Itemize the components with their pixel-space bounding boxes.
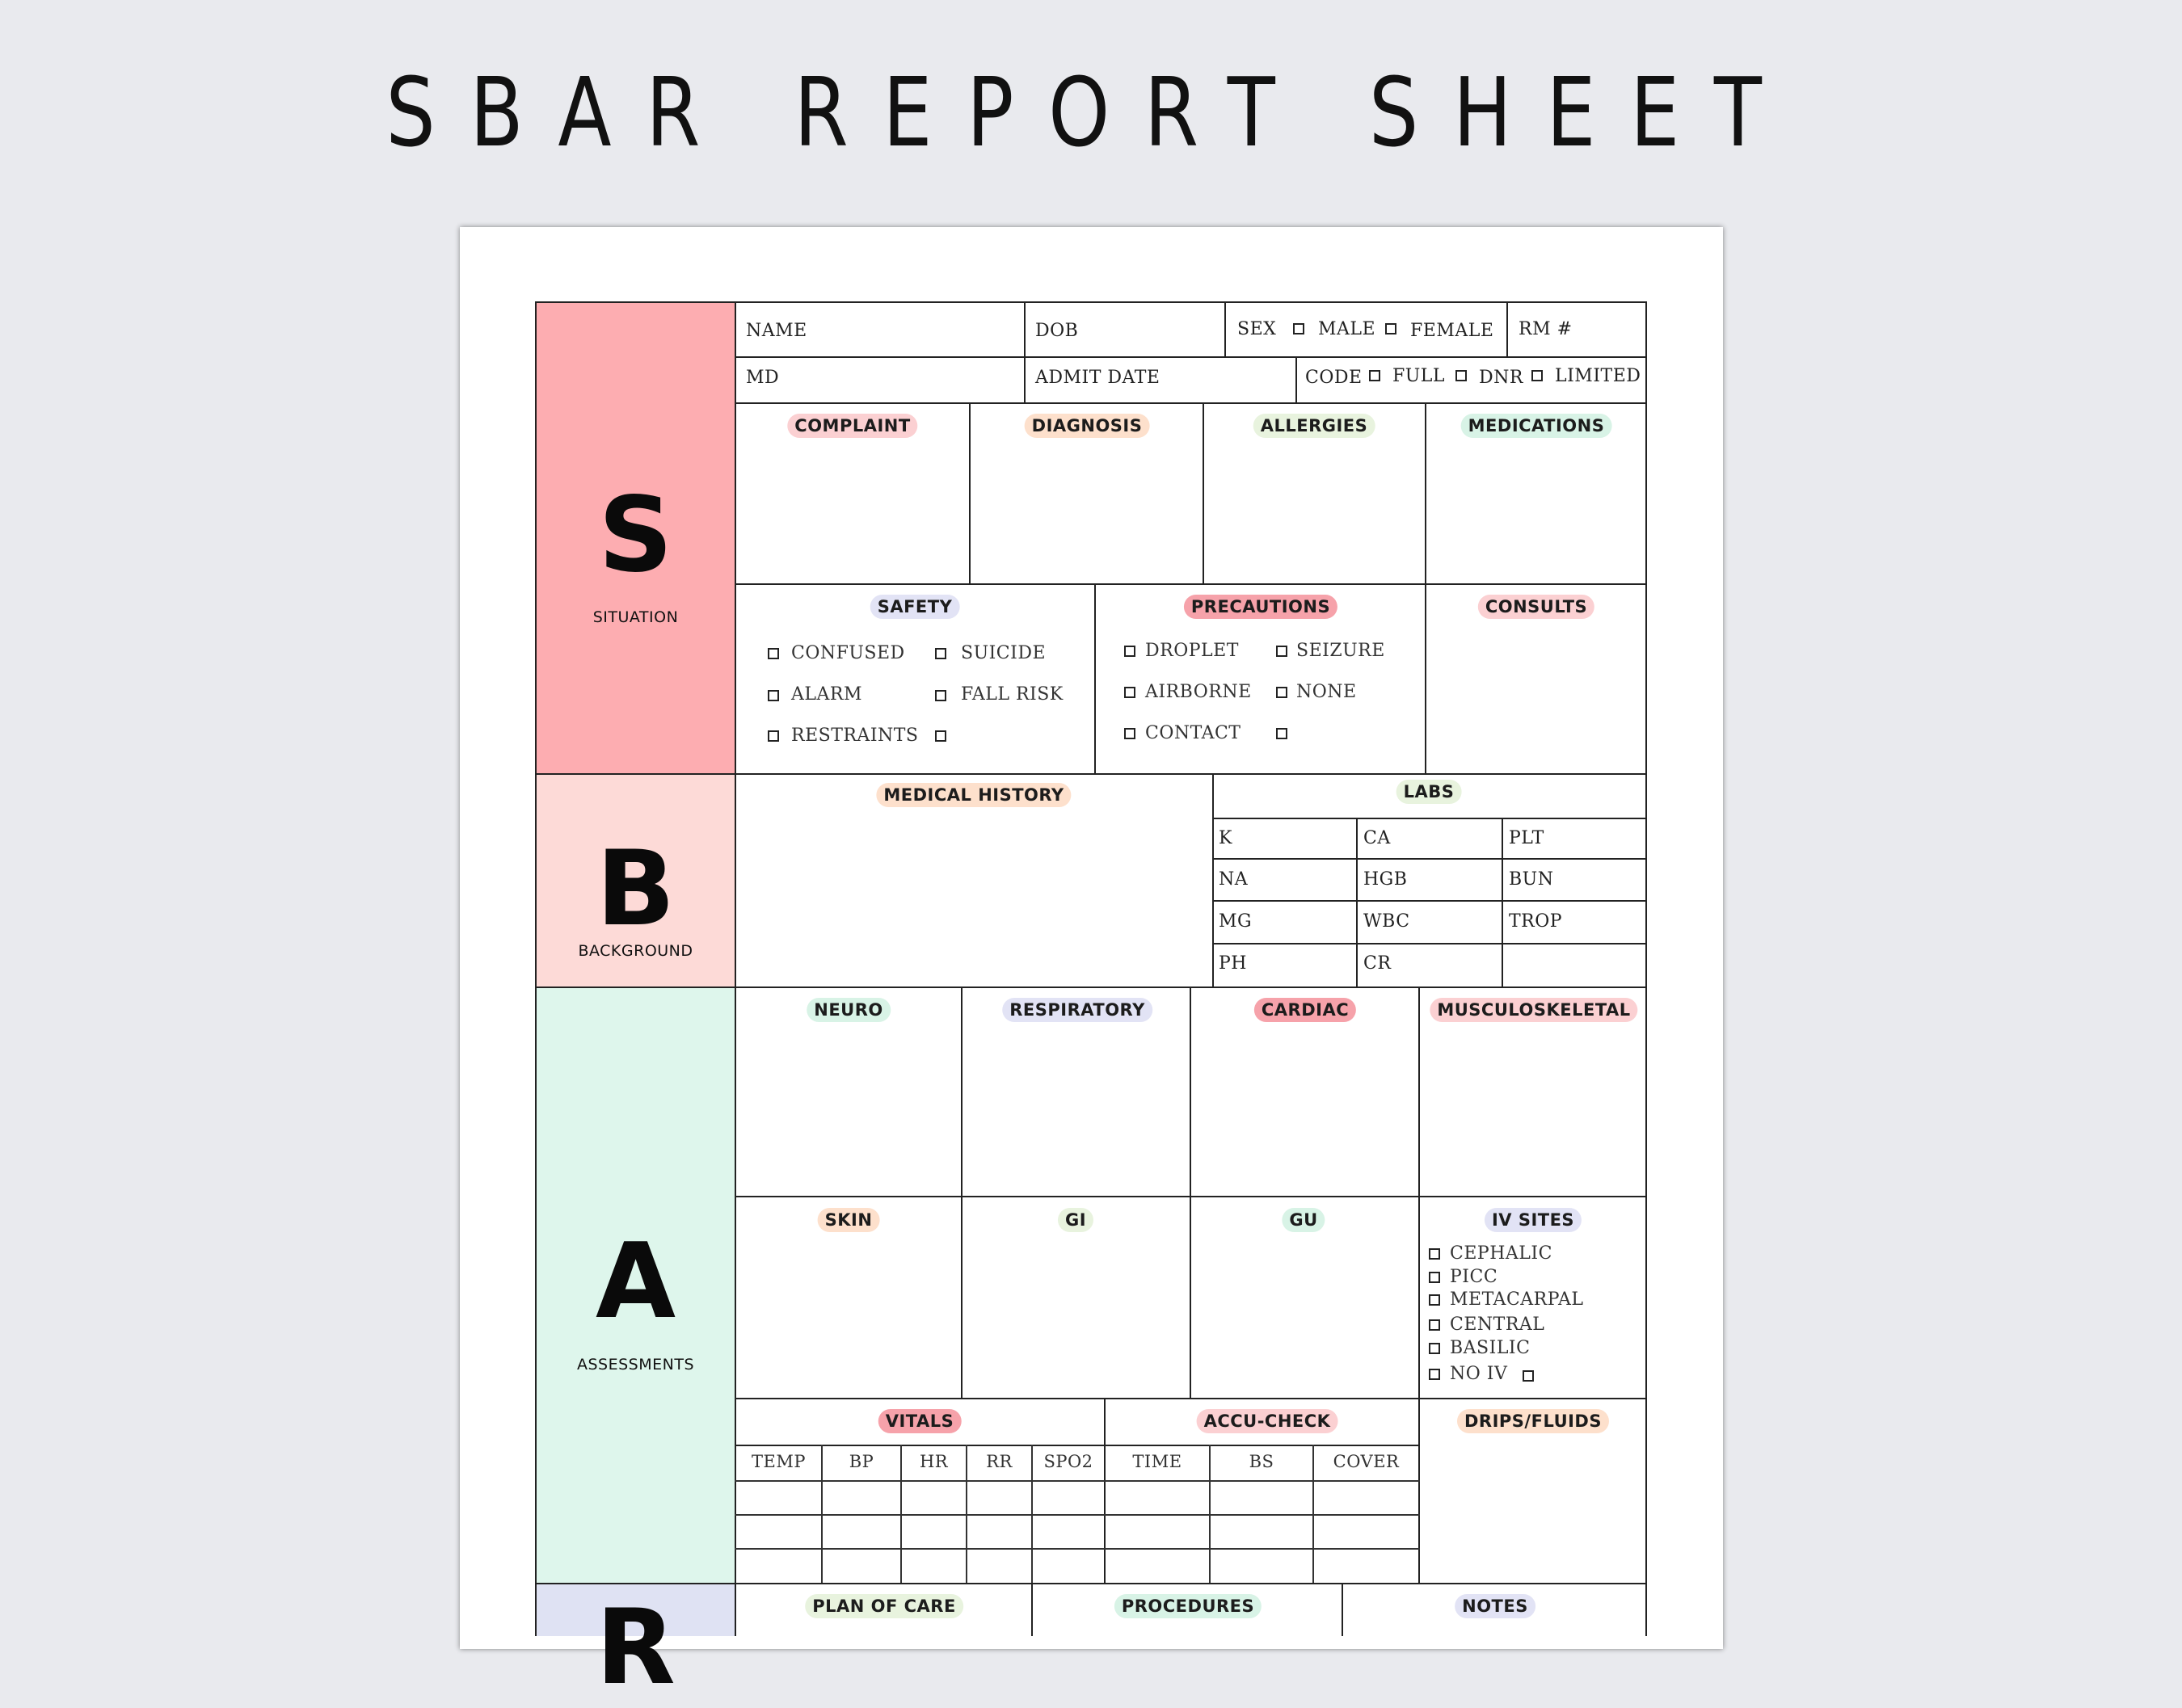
grid-line [735, 1548, 1420, 1550]
alarm-checkbox[interactable] [768, 690, 779, 701]
neuro-heading: NEURO [807, 998, 891, 1022]
vitals-col-bp: BP [849, 1452, 874, 1471]
no-iv-checkbox[interactable] [1429, 1369, 1440, 1380]
grid-line [1645, 301, 1647, 1636]
grid-line [735, 1514, 1420, 1516]
iv-other-checkbox[interactable] [1523, 1370, 1534, 1382]
picc-checkbox[interactable] [1429, 1272, 1440, 1283]
grid-line [1506, 301, 1508, 358]
lab-ca: CA [1363, 828, 1391, 848]
droplet-label: DROPLET [1145, 641, 1239, 661]
grid-line [735, 1445, 1420, 1446]
confused-label: CONFUSED [791, 643, 905, 663]
lab-wbc: WBC [1363, 911, 1410, 932]
grid-line [1212, 858, 1647, 860]
full-code-checkbox[interactable] [1369, 370, 1380, 381]
grid-line [735, 583, 1647, 585]
airborne-label: AIRBORNE [1145, 682, 1252, 702]
recommendations-letter: R [596, 1588, 676, 1708]
accu-col-bs: BS [1249, 1452, 1274, 1471]
basilic-label: BASILIC [1450, 1338, 1531, 1358]
plan-of-care-heading: PLAN OF CARE [805, 1594, 963, 1618]
dob-field-label: DOB [1035, 321, 1079, 341]
grid-line [1094, 583, 1096, 775]
full-code-label: FULL [1392, 366, 1446, 386]
accu-col-time: TIME [1132, 1452, 1182, 1471]
grid-line [1356, 818, 1358, 988]
lab-mg: MG [1219, 911, 1253, 932]
suicide-label: SUICIDE [961, 643, 1047, 663]
grid-line [1203, 402, 1204, 585]
cardiac-heading: CARDIAC [1254, 998, 1356, 1022]
consults-heading: CONSULTS [1478, 595, 1594, 619]
confused-checkbox[interactable] [768, 648, 779, 659]
restraints-checkbox[interactable] [768, 730, 779, 742]
allergies-heading: ALLERGIES [1253, 414, 1375, 438]
limited-checkbox[interactable] [1531, 370, 1543, 381]
safety-other-checkbox[interactable] [935, 730, 946, 742]
grid-line [735, 1196, 1647, 1197]
lab-ph: PH [1219, 953, 1247, 974]
situation-band [535, 301, 736, 775]
safety-heading: SAFETY [870, 595, 960, 619]
name-field-label: NAME [746, 321, 807, 341]
assessments-letter: A [595, 1222, 676, 1342]
dnr-label: DNR [1479, 368, 1523, 388]
fall-risk-checkbox[interactable] [935, 690, 946, 701]
vitals-col-temp: TEMP [752, 1452, 806, 1471]
drips-fluids-heading: DRIPS/FLUIDS [1457, 1409, 1609, 1433]
female-checkbox[interactable] [1385, 323, 1396, 334]
grid-line [735, 1398, 1647, 1399]
grid-line [1104, 1398, 1106, 1584]
grid-line [1342, 1583, 1343, 1636]
background-band [535, 773, 736, 988]
none-checkbox[interactable] [1276, 687, 1287, 698]
grid-line [735, 773, 1647, 775]
grid-line [735, 402, 1647, 404]
vitals-col-spo2: SPO2 [1043, 1452, 1093, 1471]
lab-hgb: HGB [1363, 869, 1408, 890]
alarm-label: ALARM [791, 684, 862, 705]
sex-field-label: SEX [1237, 319, 1277, 339]
grid-line [1295, 356, 1297, 404]
gu-heading: GU [1282, 1208, 1325, 1232]
vitals-col-hr: HR [919, 1452, 949, 1471]
grid-line [1212, 943, 1647, 944]
seizure-checkbox[interactable] [1276, 646, 1287, 657]
grid-line [735, 1480, 1420, 1482]
contact-checkbox[interactable] [1124, 728, 1135, 739]
notes-heading: NOTES [1455, 1594, 1535, 1618]
grid-line [1418, 987, 1420, 1584]
cephalic-label: CEPHALIC [1450, 1243, 1552, 1264]
admit-date-field-label: ADMIT DATE [1035, 368, 1161, 388]
medications-heading: MEDICATIONS [1461, 414, 1612, 438]
central-checkbox[interactable] [1429, 1319, 1440, 1331]
labs-heading: LABS [1396, 780, 1462, 804]
grid-line [1024, 301, 1026, 404]
situation-label: SITUATION [592, 608, 679, 626]
grid-line [1425, 402, 1426, 775]
accu-check-heading: ACCU-CHECK [1197, 1409, 1338, 1433]
lab-plt: PLT [1509, 828, 1544, 848]
cephalic-checkbox[interactable] [1429, 1248, 1440, 1260]
restraints-label: RESTRAINTS [791, 726, 919, 746]
none-label: NONE [1296, 682, 1357, 702]
respiratory-heading: RESPIRATORY [1002, 998, 1152, 1022]
background-label: BACKGROUND [578, 942, 693, 960]
gi-heading: GI [1058, 1208, 1093, 1232]
precautions-heading: PRECAUTIONS [1184, 595, 1337, 619]
vitals-heading: VITALS [878, 1409, 962, 1433]
situation-letter: S [598, 475, 673, 595]
limited-label: LIMITED [1555, 366, 1641, 386]
assessments-label: ASSESSMENTS [576, 1356, 695, 1374]
metacarpal-checkbox[interactable] [1429, 1294, 1440, 1306]
metacarpal-label: METACARPAL [1450, 1289, 1584, 1310]
complaint-heading: COMPLAINT [787, 414, 917, 438]
grid-line [735, 1583, 1647, 1584]
accu-col-cover: COVER [1333, 1452, 1400, 1471]
lab-cr: CR [1363, 953, 1392, 974]
vitals-col-rr: RR [986, 1452, 1013, 1471]
grid-line [1212, 900, 1647, 902]
grid-line [1212, 773, 1214, 988]
musculoskeletal-heading: MUSCULOSKELETAL [1430, 998, 1637, 1022]
male-checkbox[interactable] [1293, 323, 1304, 334]
droplet-checkbox[interactable] [1124, 646, 1135, 657]
code-field-label: CODE [1305, 368, 1363, 388]
recommendations-band [535, 1583, 736, 1708]
grid-line [1190, 987, 1191, 1399]
medical-history-heading: MEDICAL HISTORY [876, 783, 1071, 807]
fall-risk-label: FALL RISK [961, 684, 1064, 705]
grid-line [735, 301, 1647, 303]
skin-heading: SKIN [818, 1208, 880, 1232]
picc-label: PICC [1450, 1267, 1498, 1287]
basilic-checkbox[interactable] [1429, 1343, 1440, 1354]
lab-na: NA [1219, 869, 1249, 890]
diagnosis-heading: DIAGNOSIS [1025, 414, 1150, 438]
female-label: FEMALE [1410, 321, 1494, 341]
assessments-band [535, 987, 736, 1584]
grid-line [1031, 1583, 1033, 1636]
background-letter: B [596, 829, 676, 949]
grid-line [969, 402, 971, 585]
grid-line [961, 987, 963, 1399]
rm-field-label: RM # [1519, 319, 1573, 339]
md-field-label: MD [746, 368, 780, 388]
lab-trop: TROP [1509, 911, 1563, 932]
central-label: CENTRAL [1450, 1315, 1545, 1335]
suicide-checkbox[interactable] [935, 648, 946, 659]
lab-bun: BUN [1509, 869, 1554, 890]
procedures-heading: PROCEDURES [1114, 1594, 1262, 1618]
page-title: SBAR REPORT SHEET [385, 57, 1797, 168]
grid-line [1502, 818, 1503, 988]
grid-line [735, 356, 1647, 358]
seizure-label: SEIZURE [1296, 641, 1385, 661]
lab-k: K [1219, 828, 1232, 848]
iv-sites-heading: IV SITES [1485, 1208, 1582, 1232]
male-label: MALE [1318, 319, 1376, 339]
contact-label: CONTACT [1145, 723, 1241, 743]
grid-line [1224, 301, 1226, 358]
airborne-checkbox[interactable] [1124, 687, 1135, 698]
no-iv-label: NO IV [1450, 1364, 1508, 1384]
grid-line [1212, 818, 1647, 819]
dnr-checkbox[interactable] [1455, 370, 1467, 381]
precaution-other-checkbox[interactable] [1276, 728, 1287, 739]
